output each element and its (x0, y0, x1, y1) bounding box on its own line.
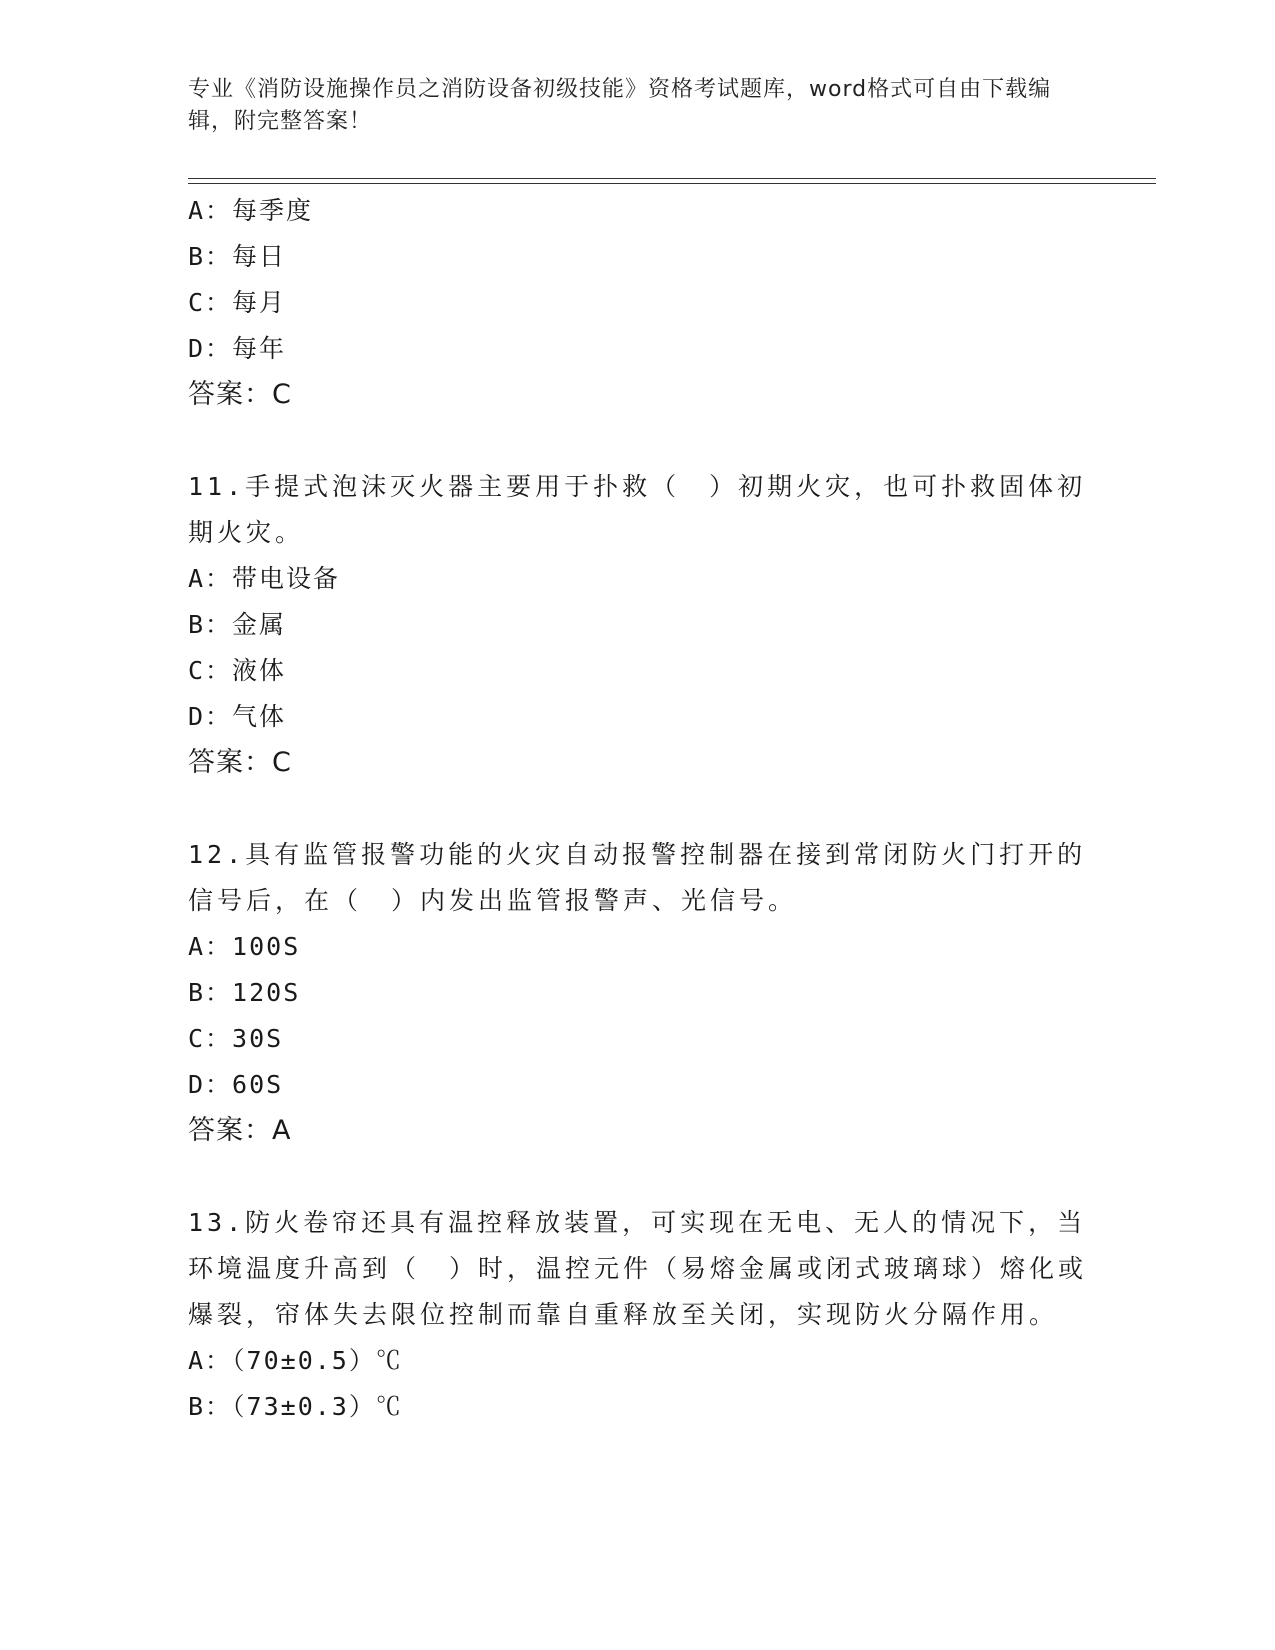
option-c: C：30S (188, 1024, 284, 1053)
header-divider-bottom (188, 183, 1156, 184)
option-b: B：每日 (188, 242, 287, 271)
question-text: 13.防火卷帘还具有温控释放装置，可实现在无电、无人的情况下，当环境温度升高到（ ）时，温控元件（易熔金属或闭式玻璃球）熔化或爆裂，帘体失去限位控制而靠自重释放至关闭，实现防火分隔作用。 (188, 1208, 1088, 1329)
option-b: B：120S (188, 978, 301, 1007)
option-a: A：每季度 (188, 196, 314, 225)
option-c: C：液体 (188, 656, 287, 685)
answer-line: 答案：C (188, 379, 292, 410)
option-b: B：金属 (188, 610, 287, 639)
option-d: D：气体 (188, 702, 287, 731)
question-text: 12.具有监管报警功能的火灾自动报警控制器在接到常闭防火门打开的信号后，在（ ）内发出监管报警声、光信号。 (188, 840, 1087, 915)
option-a: A：（70±0.5）℃ (188, 1346, 403, 1375)
question-10 (188, 188, 1088, 418)
option-b: B：（73±0.3）℃ (188, 1392, 403, 1421)
option-a: A：带电设备 (188, 564, 341, 593)
option-d: D：每年 (188, 334, 287, 363)
document-header: 专业《消防设施操作员之消防设备初级技能》资格考试题库，word格式可自由下载编辑，附完整答案！ (188, 77, 1052, 134)
answer-line: 答案：A (188, 1115, 292, 1146)
question-12 (188, 832, 1088, 1154)
question-13 (188, 1200, 1088, 1430)
header-divider-top (188, 178, 1156, 179)
option-a: A：100S (188, 932, 301, 961)
question-11 (188, 464, 1088, 786)
question-text: 11.手提式泡沫灭火器主要用于扑救（ ）初期火灾，也可扑救固体初期火灾。 (188, 472, 1087, 547)
answer-line: 答案：C (188, 747, 292, 778)
question-list (188, 188, 1088, 1430)
option-d: D：60S (188, 1070, 284, 1099)
option-c: C：每月 (188, 288, 287, 317)
